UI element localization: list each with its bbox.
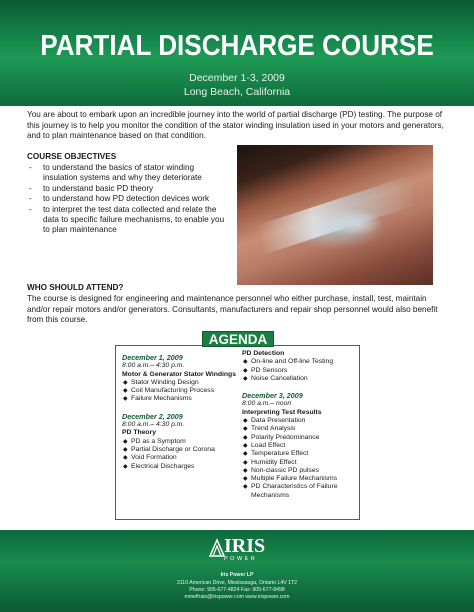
agenda-item: ◆ Failure Mechanisms — [123, 395, 192, 403]
day3-items — [242, 417, 358, 500]
agenda-item: ◆ PD Sensors — [243, 366, 288, 374]
agenda-right-column — [242, 350, 358, 500]
agenda-item: ◆ Partial Discharge or Corona — [123, 445, 215, 453]
agenda-item: ◆ Electrical Discharges — [123, 462, 195, 470]
agenda-title: AGENDA — [202, 331, 274, 347]
diamond-bullet-icon: ◆ — [243, 359, 248, 366]
footer-contact: mmelfrais@irispower.com www.irispower.com — [184, 594, 290, 600]
course-title: PARTIAL DISCHARGE COURSE — [40, 30, 434, 62]
diamond-bullet-icon: ◆ — [243, 375, 248, 382]
day2-section: PD Theory — [122, 429, 156, 437]
agenda-item: ◆ Humidity Effect — [243, 458, 297, 466]
intro-paragraph: You are about to embark upon an incredible journey into the world of partial discharge (PD) testing. The purpose of this journey is to help you monitor the condition of the stator winding insulation used in your motors and generators, and to plan maintenance based on that condition. — [27, 110, 444, 141]
footer-address: 3110 American Drive, Mississauga, Ontario L4V 1T2 — [176, 580, 298, 586]
who-paragraph: The course is designed for engineering and maintenance personnel who either purchase, install, test, maintain and/or repair motors and/or generators. Consultants, manufacturers and repair shop personnel would also benefit from this course. — [27, 294, 438, 325]
agenda-item: ◆ On-line and Off-line Testing — [243, 358, 334, 366]
header-banner — [0, 0, 474, 106]
diamond-bullet-icon: ◆ — [243, 467, 248, 474]
diamond-bullet-icon: ◆ — [243, 451, 248, 458]
agenda-item: ◆ Temperature Effect — [243, 450, 309, 458]
diamond-bullet-icon: ◆ — [123, 446, 128, 453]
day2-items — [122, 438, 240, 471]
who-heading: WHO SHOULD ATTEND? — [27, 283, 124, 292]
footer-company: Iris Power LP — [220, 572, 254, 578]
course-date: December 1-3, 2009 — [189, 72, 285, 84]
diamond-bullet-icon: ◆ — [243, 434, 248, 441]
diamond-bullet-icon: ◆ — [243, 367, 248, 374]
agenda-item: ◆ Multiple Failure Mechanisms — [243, 475, 338, 483]
course-location: Long Beach, California — [183, 86, 291, 98]
agenda-item: ◆ Trend Analysis — [243, 425, 296, 433]
diamond-bullet-icon: ◆ — [243, 476, 248, 483]
diamond-bullet-icon: ◆ — [123, 396, 128, 403]
objectives-list — [27, 163, 227, 236]
agenda-item: ◆ PD Characteristics of Failure Mechanisms — [243, 483, 338, 499]
objective-item: - to understand how PD detection devices work — [29, 194, 210, 204]
diamond-bullet-icon: ◆ — [123, 438, 128, 445]
agenda-left-column — [122, 350, 240, 471]
agenda-item: ◆ Void Formation — [123, 454, 177, 462]
agenda-item: ◆ Noise Cancellation — [243, 374, 308, 382]
diamond-bullet-icon: ◆ — [243, 418, 248, 425]
diamond-bullet-icon: ◆ — [243, 484, 248, 491]
photo-discharge-streak — [256, 176, 417, 254]
day1-section: Motor & Generator Stator Windings — [122, 370, 236, 378]
agenda-box — [115, 345, 360, 520]
day3-time: 8:00 a.m.– noon — [242, 400, 292, 408]
agenda-item: ◆ PD as a Symptom — [123, 437, 186, 445]
agenda-item: ◆ Stator Winding Design — [123, 378, 199, 386]
day1-time: 8:00 a.m.– 4:30 p.m. — [122, 362, 185, 370]
agenda-item: ◆ Coil Manufacturing Process — [123, 387, 215, 395]
day1-date: December 1, 2009 — [122, 353, 183, 362]
objective-item: - to understand basic PD theory — [29, 183, 154, 193]
logo-name: IRIS — [224, 535, 266, 557]
day3-section: Interpreting Test Results — [242, 408, 322, 416]
diamond-bullet-icon: ◆ — [123, 455, 128, 462]
agenda-item: ◆ Data Presentation — [243, 417, 306, 425]
footer-phone: Phone: 905-677-4824 Fax: 905-677-8498 — [189, 587, 285, 593]
diamond-bullet-icon: ◆ — [243, 426, 248, 433]
diamond-bullet-icon: ◆ — [123, 463, 128, 470]
stator-insulation-photo — [237, 145, 433, 285]
agenda-item: ◆ Polarity Predominance — [243, 433, 320, 441]
diamond-bullet-icon: ◆ — [123, 388, 128, 395]
agenda-item: ◆ Non-classic PD pulses — [243, 466, 319, 474]
diamond-bullet-icon: ◆ — [123, 379, 128, 386]
diamond-bullet-icon: ◆ — [243, 442, 248, 449]
objective-item: - to interpret the test data collected and relate the data to specific failure mechanisms, to enable you to plan maintenance — [29, 204, 225, 235]
objectives-heading: COURSE OBJECTIVES — [27, 152, 117, 161]
day1-items — [122, 379, 240, 404]
agenda-item: ◆ Load Effect — [243, 441, 286, 449]
footer — [0, 530, 474, 612]
objective-item: - to understand the basics of stator winding insulation systems and why they deteriorate — [29, 163, 202, 183]
day3-date: December 3, 2009 — [242, 391, 303, 401]
pd-detection-items — [242, 358, 358, 383]
diamond-bullet-icon: ◆ — [243, 459, 248, 466]
day2-time: 8:00 a.m.– 4:30 p.m. — [122, 421, 185, 429]
day2-date: December 2, 2009 — [122, 411, 183, 421]
pd-detection-section: PD Detection — [242, 350, 285, 357]
logo-subtitle: POWER — [224, 556, 258, 562]
